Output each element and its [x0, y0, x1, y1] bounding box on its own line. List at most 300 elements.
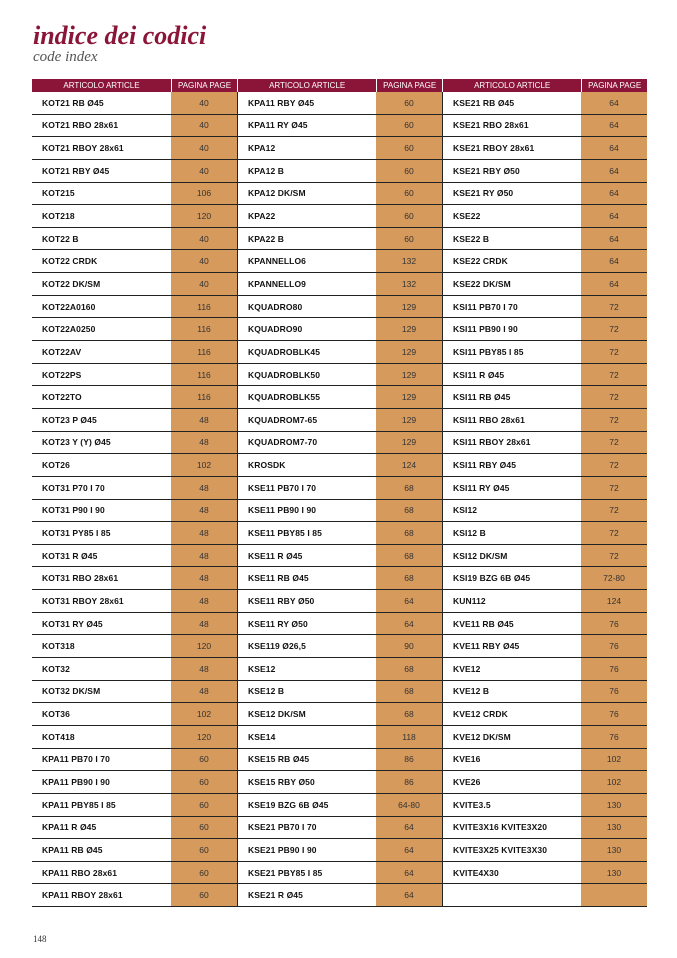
article-code: KOT31 RBO 28x61 — [42, 573, 119, 584]
code-index-table — [32, 79, 647, 907]
article-code: KSE11 PB90 I 90 — [237, 500, 376, 522]
index-row — [442, 566, 647, 589]
page-ref: 129 — [376, 386, 442, 408]
index-row — [32, 838, 237, 861]
index-row — [32, 182, 237, 205]
article-code: KPA11 R Ø45 — [42, 822, 97, 833]
index-row — [237, 159, 442, 182]
article-code: KOT22 DK/SM — [42, 278, 101, 289]
article-code: KSI11 R Ø45 — [442, 364, 581, 386]
page-ref: 129 — [376, 318, 442, 340]
article-code: KSE21 RBOY 28x61 — [442, 137, 581, 159]
index-row — [237, 634, 442, 657]
article-code: KSE21 R Ø45 — [237, 884, 376, 906]
page-ref: 76 — [581, 613, 647, 635]
page-ref: 90 — [376, 635, 442, 657]
index-row — [442, 227, 647, 250]
index-row — [237, 544, 442, 567]
page-ref: 68 — [376, 567, 442, 589]
article-code: KPA22 B — [237, 228, 376, 250]
page-ref: 48 — [171, 658, 237, 680]
index-row — [442, 159, 647, 182]
page-ref: 118 — [376, 726, 442, 748]
index-row — [32, 566, 237, 589]
page-ref: 60 — [376, 205, 442, 227]
article-code: KSE12 B — [237, 681, 376, 703]
page-ref: 129 — [376, 432, 442, 454]
page-ref: 64 — [376, 817, 442, 839]
page-ref: 72 — [581, 318, 647, 340]
index-row — [32, 295, 237, 318]
page-ref: 68 — [376, 477, 442, 499]
index-row — [237, 385, 442, 408]
page-ref: 68 — [376, 500, 442, 522]
page-ref: 72 — [581, 364, 647, 386]
article-code: KOT32 — [42, 663, 70, 674]
page-ref: 116 — [171, 296, 237, 318]
article-code: KPA11 RY Ø45 — [237, 115, 376, 137]
index-row — [237, 883, 442, 906]
index-row — [237, 453, 442, 476]
page-ref: 124 — [581, 590, 647, 612]
index-row — [32, 816, 237, 839]
article-code: KOT31 RY Ø45 — [42, 618, 103, 629]
article-code: KSI11 PB90 I 90 — [442, 318, 581, 340]
index-row — [32, 680, 237, 703]
article-code: KPA11 PBY85 I 85 — [42, 799, 116, 810]
page-ref: 60 — [171, 839, 237, 861]
article-code: KSE21 RBO 28x61 — [442, 115, 581, 137]
header-article: ARTICOLO ARTICLE — [63, 81, 140, 90]
article-code: KOT22PS — [42, 369, 82, 380]
page-ref: 72 — [581, 341, 647, 363]
page-ref: 130 — [581, 817, 647, 839]
column-header — [237, 79, 442, 92]
index-row — [237, 182, 442, 205]
index-row — [442, 861, 647, 884]
index-row — [237, 92, 442, 114]
index-row — [32, 883, 237, 906]
article-code: KPA22 — [237, 205, 376, 227]
index-row — [237, 204, 442, 227]
header-page: PAGINA PAGE — [171, 79, 237, 92]
page-ref: 64 — [376, 862, 442, 884]
page-ref: 60 — [376, 92, 442, 114]
article-code: KPANNELLO6 — [237, 250, 376, 272]
index-row — [442, 725, 647, 748]
page-ref: 106 — [171, 183, 237, 205]
index-row — [442, 634, 647, 657]
article-code: KSE21 RBY Ø50 — [442, 160, 581, 182]
index-row — [32, 408, 237, 431]
article-code: KOT31 R Ø45 — [42, 550, 98, 561]
index-row — [442, 657, 647, 680]
page-ref: 72 — [581, 409, 647, 431]
index-row — [32, 204, 237, 227]
article-code: KOT21 RBOY 28x61 — [42, 143, 124, 154]
page-ref: 64 — [581, 228, 647, 250]
article-code: KVE12 DK/SM — [442, 726, 581, 748]
index-row — [237, 114, 442, 137]
article-code: KQUADROBLK50 — [237, 364, 376, 386]
page-ref: 60 — [376, 183, 442, 205]
page-ref: 116 — [171, 386, 237, 408]
index-row — [237, 272, 442, 295]
article-code: KSE19 BZG 6B Ø45 — [237, 794, 376, 816]
page-ref: 102 — [581, 749, 647, 771]
article-code: KSE21 PB70 I 70 — [237, 817, 376, 839]
index-row — [442, 272, 647, 295]
article-code: KVE12 B — [442, 681, 581, 703]
article-code: KVITE3.5 — [442, 794, 581, 816]
index-row — [32, 770, 237, 793]
page-ref: 124 — [376, 454, 442, 476]
page-ref: 68 — [376, 681, 442, 703]
index-row — [237, 612, 442, 635]
article-code: KSI11 RBOY 28x61 — [442, 432, 581, 454]
page-ref: 86 — [376, 771, 442, 793]
page-ref: 60 — [171, 884, 237, 906]
page-ref: 64 — [581, 183, 647, 205]
index-row — [442, 431, 647, 454]
page-ref: 64 — [581, 137, 647, 159]
page-number: 148 — [33, 934, 47, 944]
article-code: KVITE4X30 — [442, 862, 581, 884]
index-row — [32, 159, 237, 182]
index-row — [237, 657, 442, 680]
article-code: KOT418 — [42, 731, 75, 742]
index-row — [442, 363, 647, 386]
page-ref: 48 — [171, 477, 237, 499]
index-row — [32, 114, 237, 137]
index-row — [442, 295, 647, 318]
page-ref: 86 — [376, 749, 442, 771]
index-row — [32, 544, 237, 567]
page-ref — [581, 884, 647, 906]
article-code: KOT23 P Ø45 — [42, 414, 97, 425]
page-ref: 60 — [376, 115, 442, 137]
page-ref: 64 — [581, 205, 647, 227]
index-row — [32, 793, 237, 816]
article-code: KSE14 — [237, 726, 376, 748]
index-row — [32, 521, 237, 544]
page-ref: 72 — [581, 522, 647, 544]
index-row — [237, 770, 442, 793]
index-row — [32, 385, 237, 408]
index-row — [237, 725, 442, 748]
page-ref: 76 — [581, 635, 647, 657]
header-page: PAGINA PAGE — [376, 79, 442, 92]
index-row — [237, 838, 442, 861]
article-code: KOT31 RBOY 28x61 — [42, 595, 124, 606]
article-code: KOT21 RBO 28x61 — [42, 120, 119, 131]
page-ref: 64 — [376, 839, 442, 861]
article-code: KOT31 P90 I 90 — [42, 505, 105, 516]
page-ref: 129 — [376, 364, 442, 386]
index-row — [32, 702, 237, 725]
article-code: KPA11 RBY Ø45 — [237, 92, 376, 114]
page-ref: 40 — [171, 273, 237, 295]
article-code: KVE12 — [442, 658, 581, 680]
page-ref: 116 — [171, 364, 237, 386]
page-ref: 64 — [581, 160, 647, 182]
index-row — [32, 634, 237, 657]
index-row — [442, 92, 647, 114]
index-row — [32, 249, 237, 272]
index-row — [32, 317, 237, 340]
index-row — [32, 272, 237, 295]
page-ref: 102 — [171, 454, 237, 476]
article-code: KSE22 — [442, 205, 581, 227]
index-row — [237, 566, 442, 589]
page-ref: 68 — [376, 545, 442, 567]
article-code: KSI12 DK/SM — [442, 545, 581, 567]
page-ref: 48 — [171, 681, 237, 703]
page-ref: 64 — [581, 250, 647, 272]
page-ref: 116 — [171, 341, 237, 363]
article-code: KOT36 — [42, 709, 70, 720]
page-ref: 102 — [581, 771, 647, 793]
article-code: KSI12 — [442, 500, 581, 522]
article-code: KSE11 R Ø45 — [237, 545, 376, 567]
page-ref: 68 — [376, 522, 442, 544]
article-code: KSI11 PB70 I 70 — [442, 296, 581, 318]
index-row — [237, 227, 442, 250]
index-row — [442, 793, 647, 816]
page-ref: 72 — [581, 386, 647, 408]
page-ref: 60 — [171, 749, 237, 771]
page-ref: 129 — [376, 296, 442, 318]
page-ref: 40 — [171, 137, 237, 159]
page-ref: 76 — [581, 703, 647, 725]
article-code: KSE15 RBY Ø50 — [237, 771, 376, 793]
article-code: KSE12 DK/SM — [237, 703, 376, 725]
index-row — [442, 499, 647, 522]
article-code: KSE22 B — [442, 228, 581, 250]
article-code: KSI11 RY Ø45 — [442, 477, 581, 499]
index-column-3 — [442, 79, 647, 907]
article-code: KPA11 RBOY 28x61 — [42, 890, 123, 901]
page-ref: 60 — [171, 862, 237, 884]
article-code: KQUADROM7-65 — [237, 409, 376, 431]
page-ref: 40 — [171, 115, 237, 137]
page-ref: 64-80 — [376, 794, 442, 816]
article-code: KQUADROM7-70 — [237, 432, 376, 454]
page-title: indice dei codici — [33, 21, 207, 50]
page-ref: 60 — [376, 137, 442, 159]
article-code: KOT22 CRDK — [42, 256, 98, 267]
index-row — [442, 589, 647, 612]
index-row — [32, 725, 237, 748]
page-ref: 72 — [581, 477, 647, 499]
article-code: KOT23 Y (Y) Ø45 — [42, 437, 111, 448]
article-code: KOT22AV — [42, 346, 82, 357]
index-column-1 — [32, 79, 237, 907]
page-ref: 116 — [171, 318, 237, 340]
index-row — [237, 680, 442, 703]
index-row — [442, 385, 647, 408]
page-ref: 60 — [171, 771, 237, 793]
article-code: KOT31 PY85 I 85 — [42, 527, 111, 538]
article-code: KSI11 PBY85 I 85 — [442, 341, 581, 363]
page-ref: 72-80 — [581, 567, 647, 589]
index-row — [237, 861, 442, 884]
article-code: KSI11 RBO 28x61 — [442, 409, 581, 431]
index-row — [32, 861, 237, 884]
article-code: KOT218 — [42, 211, 75, 222]
index-row — [32, 92, 237, 114]
index-row — [237, 295, 442, 318]
page-ref: 48 — [171, 409, 237, 431]
index-row — [237, 499, 442, 522]
index-row — [32, 589, 237, 612]
article-code: KSI11 RB Ø45 — [442, 386, 581, 408]
index-row — [32, 476, 237, 499]
page-ref: 40 — [171, 250, 237, 272]
page-ref: 120 — [171, 205, 237, 227]
article-code: KPA11 PB90 I 90 — [42, 777, 110, 788]
page-ref: 72 — [581, 432, 647, 454]
index-row — [442, 838, 647, 861]
index-row — [237, 431, 442, 454]
index-row — [32, 499, 237, 522]
page-ref: 60 — [171, 794, 237, 816]
article-code: KOT22A0160 — [42, 301, 96, 312]
page-ref: 60 — [376, 228, 442, 250]
article-code: KOT26 — [42, 460, 70, 471]
index-row — [442, 182, 647, 205]
page-ref: 64 — [581, 92, 647, 114]
index-row — [237, 702, 442, 725]
page-ref: 76 — [581, 658, 647, 680]
article-code: KOT318 — [42, 641, 75, 652]
index-row — [442, 114, 647, 137]
index-row — [442, 521, 647, 544]
article-code: KVE11 RBY Ø45 — [442, 635, 581, 657]
page-ref: 48 — [171, 522, 237, 544]
index-row — [237, 340, 442, 363]
index-rows — [442, 92, 647, 907]
article-code: KSE119 Ø26,5 — [237, 635, 376, 657]
article-code: KOT22TO — [42, 392, 82, 403]
page-ref: 48 — [171, 613, 237, 635]
column-header — [32, 79, 237, 92]
index-row — [237, 521, 442, 544]
index-row — [442, 340, 647, 363]
article-code: KSI12 B — [442, 522, 581, 544]
article-code: KPA12 — [237, 137, 376, 159]
index-row — [442, 680, 647, 703]
article-code: KPA12 B — [237, 160, 376, 182]
page-ref: 76 — [581, 726, 647, 748]
article-code: KSE11 RY Ø50 — [237, 613, 376, 635]
header-page: PAGINA PAGE — [581, 79, 647, 92]
index-rows — [237, 92, 442, 907]
index-row — [32, 453, 237, 476]
index-row — [32, 657, 237, 680]
article-code: KOT22 B — [42, 233, 79, 244]
article-code: KSE21 PB90 I 90 — [237, 839, 376, 861]
page-ref: 130 — [581, 794, 647, 816]
article-code: KSE21 RB Ø45 — [442, 92, 581, 114]
article-code: KPA12 DK/SM — [237, 183, 376, 205]
index-row — [442, 816, 647, 839]
page-ref: 64 — [581, 115, 647, 137]
article-code: KVE12 CRDK — [442, 703, 581, 725]
article-code: KVE26 — [442, 771, 581, 793]
index-column-2 — [237, 79, 442, 907]
index-row — [237, 136, 442, 159]
index-row — [32, 340, 237, 363]
article-code: KOT215 — [42, 188, 75, 199]
article-code: KSE15 RB Ø45 — [237, 749, 376, 771]
index-row — [237, 476, 442, 499]
article-code: KSE21 RY Ø50 — [442, 183, 581, 205]
header-article: ARTICOLO ARTICLE — [237, 79, 376, 92]
article-code: KOT21 RB Ø45 — [42, 97, 104, 108]
index-row — [237, 249, 442, 272]
page-ref: 72 — [581, 545, 647, 567]
page-ref: 40 — [171, 92, 237, 114]
page-ref: 40 — [171, 160, 237, 182]
index-row — [442, 204, 647, 227]
page-ref: 132 — [376, 250, 442, 272]
page-ref: 60 — [376, 160, 442, 182]
index-row — [442, 476, 647, 499]
article-code: KQUADROBLK45 — [237, 341, 376, 363]
page-ref: 129 — [376, 409, 442, 431]
index-row — [32, 431, 237, 454]
article-code: KQUADRO90 — [237, 318, 376, 340]
article-code: KSI19 BZG 6B Ø45 — [442, 567, 581, 589]
index-row — [237, 408, 442, 431]
index-row — [442, 136, 647, 159]
page-ref: 68 — [376, 703, 442, 725]
index-row — [32, 748, 237, 771]
index-row — [442, 317, 647, 340]
page-ref: 48 — [171, 432, 237, 454]
article-code: KVITE3X16 KVITE3X20 — [442, 817, 581, 839]
index-row — [32, 363, 237, 386]
page-ref: 120 — [171, 635, 237, 657]
article-code: KSE22 CRDK — [442, 250, 581, 272]
article-code — [442, 884, 581, 906]
index-row — [237, 748, 442, 771]
article-code: KSE11 RBY Ø50 — [237, 590, 376, 612]
article-code: KVE11 RB Ø45 — [442, 613, 581, 635]
index-row — [442, 453, 647, 476]
page-ref: 64 — [376, 590, 442, 612]
index-row — [237, 793, 442, 816]
page-ref: 64 — [376, 884, 442, 906]
article-code: KSI11 RBY Ø45 — [442, 454, 581, 476]
index-row — [237, 363, 442, 386]
page-ref: 68 — [376, 658, 442, 680]
page-ref: 40 — [171, 228, 237, 250]
article-code: KPA11 RB Ø45 — [42, 844, 103, 855]
article-code: KSE22 DK/SM — [442, 273, 581, 295]
page-ref: 60 — [171, 817, 237, 839]
page-ref: 130 — [581, 839, 647, 861]
page-ref: 120 — [171, 726, 237, 748]
article-code: KSE11 PBY85 I 85 — [237, 522, 376, 544]
article-code: KSE12 — [237, 658, 376, 680]
article-code: KOT31 P70 I 70 — [42, 482, 105, 493]
index-row — [442, 408, 647, 431]
page-ref: 48 — [171, 567, 237, 589]
index-row — [442, 702, 647, 725]
page-ref: 132 — [376, 273, 442, 295]
